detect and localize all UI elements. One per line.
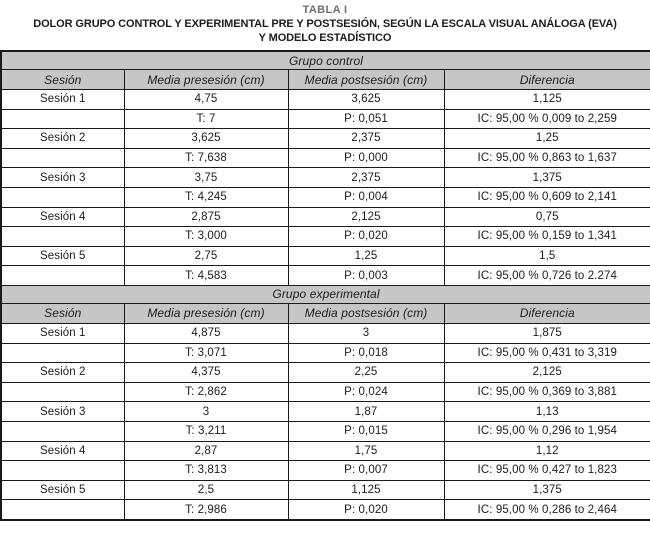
- table-cell: 2,375: [288, 168, 444, 188]
- table-cell: Sesión 1: [1, 323, 124, 343]
- table-cell: Sesión 2: [1, 129, 124, 149]
- table-cell: 3,75: [124, 168, 288, 188]
- column-header: Media postsesión (cm): [288, 303, 444, 323]
- table-cell: T: 4,583: [124, 266, 288, 286]
- table-row: [1, 402, 650, 422]
- table-cell: T: 3,000: [124, 227, 288, 247]
- column-header: Sesión: [1, 303, 124, 323]
- table-cell: P: 0,003: [288, 266, 444, 286]
- table-row: [1, 382, 650, 402]
- group-header-row-1: [1, 285, 650, 303]
- table-cell: 1,13: [444, 402, 650, 422]
- table-row: [1, 461, 650, 481]
- table-cell: 1,125: [288, 480, 444, 500]
- table-cell: 4,875: [124, 323, 288, 343]
- table-cell: IC: 95,00 % 0,286 to 2,464: [444, 500, 650, 520]
- table-caption-line-2: Y MODELO ESTADÍSTICO: [258, 32, 392, 44]
- table-cell: Sesión 1: [1, 90, 124, 110]
- table-cell: IC: 95,00 % 0,369 to 3,881: [444, 382, 650, 402]
- table-cell: T: 3,813: [124, 461, 288, 481]
- table-cell: [1, 421, 124, 441]
- column-header: Media postsesión (cm): [288, 70, 444, 90]
- table-cell: 3: [124, 402, 288, 422]
- table-cell: 1,25: [444, 129, 650, 149]
- table-cell: IC: 95,00 % 0,431 to 3,319: [444, 343, 650, 363]
- table-cell: P: 0,020: [288, 227, 444, 247]
- table-cell: [1, 148, 124, 168]
- table-cell: 2,5: [124, 480, 288, 500]
- table-cell: P: 0,000: [288, 148, 444, 168]
- table-cell: T: 4,245: [124, 187, 288, 207]
- table-cell: 1,5: [444, 246, 650, 266]
- table-cell: [1, 343, 124, 363]
- table-cell: P: 0,007: [288, 461, 444, 481]
- table-row: [1, 266, 650, 286]
- table-cell: Sesión 5: [1, 480, 124, 500]
- table-row: [1, 90, 650, 110]
- table-cell: 1,375: [444, 168, 650, 188]
- column-header: Media presesión (cm): [124, 303, 288, 323]
- table-cell: Sesión 4: [1, 441, 124, 461]
- table-cell: 1,375: [444, 480, 650, 500]
- table-cell: P: 0,024: [288, 382, 444, 402]
- column-header: Diferencia: [444, 70, 650, 90]
- table-row: [1, 129, 650, 149]
- table-cell: P: 0,015: [288, 421, 444, 441]
- table-cell: 1,75: [288, 441, 444, 461]
- table-cell: Sesión 3: [1, 168, 124, 188]
- table-cell: IC: 95,00 % 0,296 to 1,954: [444, 421, 650, 441]
- group-title: Grupo experimental: [1, 285, 650, 303]
- table-cell: IC: 95,00 % 0,726 to 2.274: [444, 266, 650, 286]
- table-row: [1, 148, 650, 168]
- table-number-title: TABLA I: [302, 4, 348, 16]
- table-cell: Sesión 5: [1, 246, 124, 266]
- table-cell: [1, 227, 124, 247]
- table-cell: P: 0,051: [288, 109, 444, 129]
- column-header: Media presesión (cm): [124, 70, 288, 90]
- table-cell: T: 3,071: [124, 343, 288, 363]
- table-cell: T: 7: [124, 109, 288, 129]
- table-cell: P: 0,004: [288, 187, 444, 207]
- table-body: [1, 51, 650, 520]
- table-cell: IC: 95,00 % 0,427 to 1,823: [444, 461, 650, 481]
- table-cell: 0,75: [444, 207, 650, 227]
- table-cell: 3,625: [288, 90, 444, 110]
- table-cell: 4,75: [124, 90, 288, 110]
- table-row: [1, 441, 650, 461]
- table-row: [1, 421, 650, 441]
- table-caption-line-1: DOLOR GRUPO CONTROL Y EXPERIMENTAL PRE Y POSTSESIÓN, SEGÚN LA ESCALA VISUAL ANÁLOGA (EVA): [33, 18, 617, 30]
- table-cell: 1,125: [444, 90, 650, 110]
- table-row: [1, 187, 650, 207]
- table-cell: 4,375: [124, 363, 288, 383]
- table-cell: 2,875: [124, 207, 288, 227]
- table-cell: 2,87: [124, 441, 288, 461]
- table-cell: T: 3,211: [124, 421, 288, 441]
- table-row: [1, 168, 650, 188]
- table-cell: IC: 95,00 % 0,009 to 2,259: [444, 109, 650, 129]
- table-cell: Sesión 3: [1, 402, 124, 422]
- group-header-row-0: [1, 51, 650, 70]
- column-header: Diferencia: [444, 303, 650, 323]
- table-cell: [1, 500, 124, 520]
- table-cell: [1, 382, 124, 402]
- table-row: [1, 109, 650, 129]
- table-cell: 1,87: [288, 402, 444, 422]
- table-cell: [1, 109, 124, 129]
- table-cell: 3,625: [124, 129, 288, 149]
- table-row: [1, 363, 650, 383]
- table-cell: 1,25: [288, 246, 444, 266]
- table-row: [1, 343, 650, 363]
- table-cell: P: 0,020: [288, 500, 444, 520]
- column-header-row-1: [1, 303, 650, 323]
- table-cell: Sesión 4: [1, 207, 124, 227]
- table-row: [1, 500, 650, 520]
- table-cell: 1,12: [444, 441, 650, 461]
- table-cell: Sesión 2: [1, 363, 124, 383]
- table-cell: T: 2,986: [124, 500, 288, 520]
- statistics-table: [0, 50, 650, 521]
- table-cell: P: 0,018: [288, 343, 444, 363]
- group-title: Grupo control: [1, 51, 650, 70]
- table-cell: [1, 461, 124, 481]
- table-row: [1, 323, 650, 343]
- column-header-row-0: [1, 70, 650, 90]
- table-cell: IC: 95,00 % 0,863 to 1,637: [444, 148, 650, 168]
- table-cell: 2,75: [124, 246, 288, 266]
- table-cell: 2,125: [288, 207, 444, 227]
- table-cell: 2,375: [288, 129, 444, 149]
- table-row: [1, 246, 650, 266]
- table-row: [1, 207, 650, 227]
- table-cell: [1, 187, 124, 207]
- table-cell: IC: 95,00 % 0,609 to 2,141: [444, 187, 650, 207]
- table-cell: 2,125: [444, 363, 650, 383]
- table-cell: [1, 266, 124, 286]
- table-cell: 3: [288, 323, 444, 343]
- column-header: Sesión: [1, 70, 124, 90]
- table-cell: 2,25: [288, 363, 444, 383]
- table-cell: 1,875: [444, 323, 650, 343]
- table-cell: IC: 95,00 % 0,159 to 1,341: [444, 227, 650, 247]
- table-cell: T: 2,862: [124, 382, 288, 402]
- table-row: [1, 480, 650, 500]
- table-cell: T: 7,638: [124, 148, 288, 168]
- table-row: [1, 227, 650, 247]
